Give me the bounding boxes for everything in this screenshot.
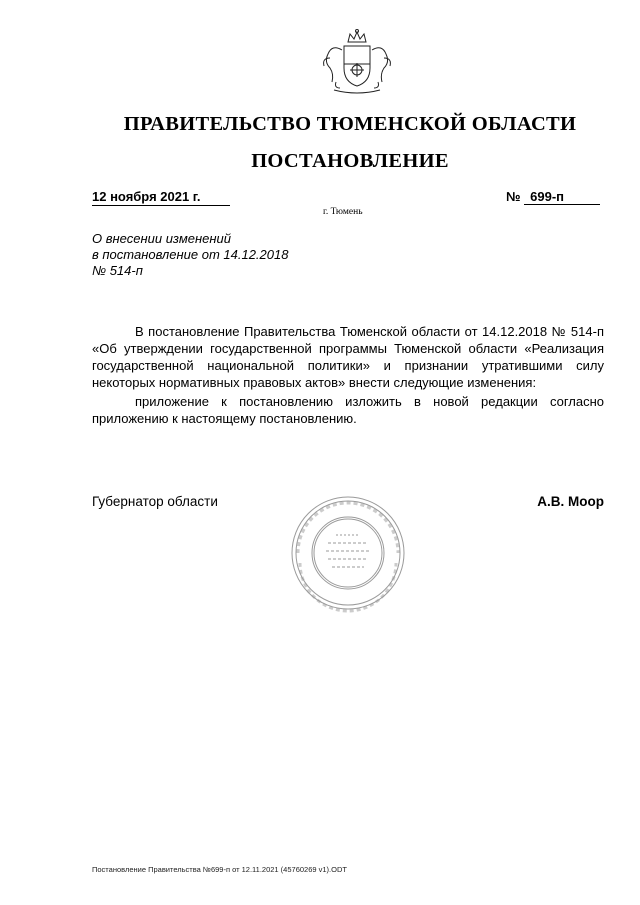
body-paragraph-1: В постановление Правительства Тюменской области от 14.12.2018 № 514-п «Об утверждении государственной программы Тюменской области «Реализация государственной национальной политики» и признании утратившими силу некоторых нормативных правовых актов» внести следующие изменения: <box>92 324 604 390</box>
city-label: г. Тюмень <box>323 207 363 217</box>
document-body <box>92 323 604 427</box>
subject-line-1: О внесении изменений <box>92 231 231 246</box>
document-subject <box>92 231 288 279</box>
subject-line-2: в постановление от 14.12.2018 <box>92 247 289 262</box>
coat-of-arms-emblem <box>314 28 400 96</box>
footer-document-reference: Постановление Правительства №699-п от 12.11.2021 (45760269 v1).ODT <box>92 865 347 874</box>
document-date: 12 ноября 2021 г. <box>92 190 230 206</box>
signatory-position: Губернатор области <box>92 494 218 509</box>
document-type-title: ПОСТАНОВЛЕНИЕ <box>251 150 449 172</box>
organization-title: ПРАВИТЕЛЬСТВО ТЮМЕНСКОЙ ОБЛАСТИ <box>123 113 577 135</box>
official-seal-stamp <box>288 493 408 613</box>
body-paragraph-2: приложение к постановлению изложить в новой редакции согласно приложению к настоящему постановлению. <box>92 394 604 426</box>
number-label: № <box>506 189 521 204</box>
signatory-name: А.В. Моор <box>537 494 604 509</box>
subject-line-3: № 514-п <box>92 263 143 278</box>
document-number <box>506 190 600 205</box>
number-value: 699-п <box>524 190 600 205</box>
